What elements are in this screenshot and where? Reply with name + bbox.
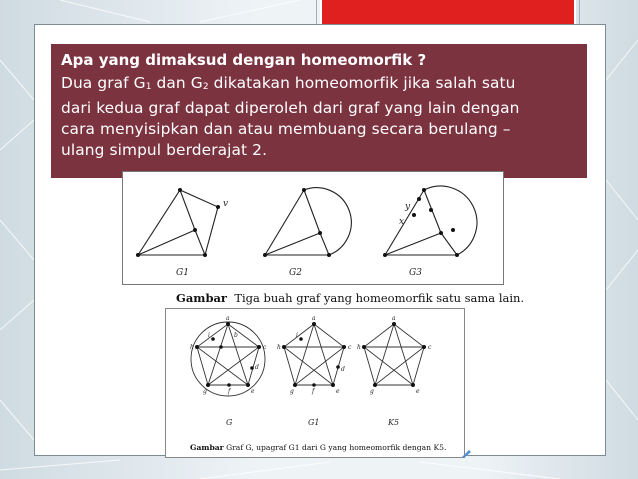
callout-body: [61, 73, 577, 161]
vertex-label-d: d: [255, 364, 259, 371]
pen-cursor-icon: [461, 448, 473, 458]
vertex-label-v: v: [223, 199, 229, 209]
caption-text: Tiga buah graf yang homeomorfik satu sama lain.: [234, 291, 525, 305]
callout-heading: Apa yang dimaksud dengan homeomorfik ?: [61, 51, 427, 69]
graphs-g1-g2-g3-drawing: [123, 172, 503, 284]
graph-label-k5: K5: [388, 418, 400, 427]
callout-text: dan G: [151, 74, 203, 92]
vertex-label-g: g: [203, 388, 207, 395]
figure1-caption: [176, 291, 524, 305]
caption-text: Graf G, upagraf G1 dari G yang homeomorfik dengan K5.: [226, 443, 447, 452]
vertex-label-x: x: [399, 217, 405, 227]
vertex-label-h: h: [357, 344, 361, 351]
vertex-label-d: d: [341, 366, 345, 373]
vertex-label-y: y: [405, 202, 411, 212]
callout-text: dari kedua graf dapat diperoleh dari graf yang lain dengan: [61, 99, 520, 117]
definition-callout: [51, 44, 587, 178]
vertex-label-a: a: [392, 315, 396, 322]
graph-label-g1: G1: [176, 268, 189, 278]
vertex-label-i: i: [296, 332, 298, 339]
callout-text: Dua graf G: [61, 74, 146, 92]
vertex-label-c: c: [263, 344, 267, 351]
graph-label-g: G: [226, 418, 233, 427]
graph-label-g3: G3: [409, 268, 422, 278]
vertex-label-c: c: [348, 344, 352, 351]
vertex-label-e: e: [336, 388, 340, 395]
callout-text: dikatakan homeomorfik jika salah satu: [208, 74, 516, 92]
vertex-label-c: c: [428, 344, 432, 351]
vertex-label-e: e: [251, 388, 255, 395]
graph-label-g2: G2: [289, 268, 302, 278]
subscript: 2: [202, 82, 209, 92]
vertex-label-g: g: [290, 388, 294, 395]
vertex-label-b: b: [234, 332, 238, 339]
vertex-label-f: f: [312, 388, 315, 395]
callout-text: cara menyisipkan dan atau membuang secara berulang –: [61, 120, 511, 138]
caption-label: Gambar: [190, 443, 224, 452]
figure2-caption: [190, 443, 446, 452]
vertex-label-h: h: [277, 344, 281, 351]
subscript: 1: [145, 82, 152, 92]
caption-label: Gambar: [176, 291, 227, 305]
vertex-label-g: g: [370, 388, 374, 395]
vertex-label-h: h: [190, 344, 194, 351]
homeomorphic-graphs-figure: [122, 171, 504, 285]
callout-text: ulang simpul berderajat 2.: [61, 141, 268, 159]
graphs-g-g1-k5-drawing: [166, 309, 464, 439]
graph-label-g1: G1: [308, 418, 320, 427]
k5-homeomorphism-figure: [165, 308, 465, 458]
vertex-label-a: a: [312, 315, 316, 322]
vertex-label-f: f: [228, 388, 231, 395]
vertex-label-a: a: [226, 315, 230, 322]
vertex-label-i: i: [208, 332, 210, 339]
vertex-label-e: e: [416, 388, 420, 395]
